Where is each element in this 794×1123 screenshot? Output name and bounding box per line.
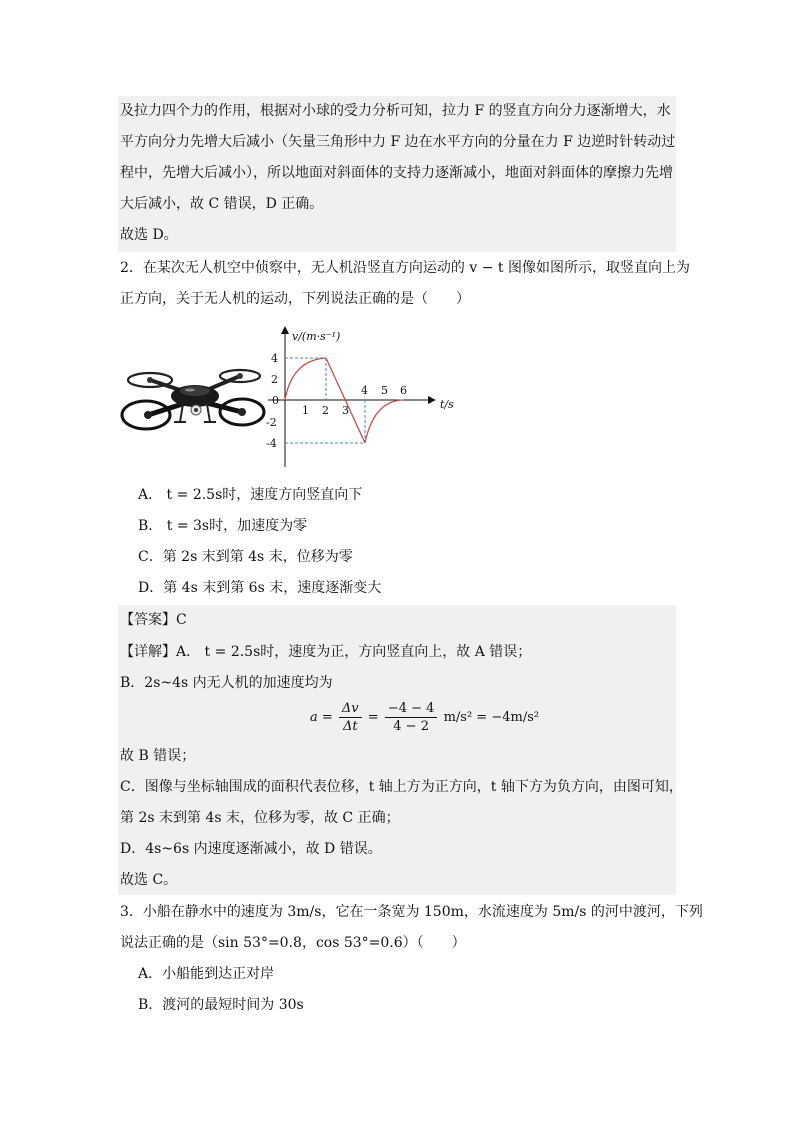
q2-option-a: A． t = 2.5s时，速度方向竖直向下 [138, 487, 363, 503]
formula-frac-2 [385, 700, 438, 735]
formula-frac-1-num: Δv [339, 700, 362, 718]
x-tick-5: 5 [381, 384, 388, 397]
formula-frac-1-den: Δt [342, 719, 358, 734]
formula-lhs: a = [310, 710, 333, 725]
q2-option-b: B． t = 3s时，加速度为零 [138, 518, 308, 534]
x-tick-2: 2 [322, 404, 329, 417]
y-tick-neg4: -4 [266, 437, 277, 450]
y-axis-label: v/(m·s⁻¹) [292, 330, 341, 343]
prev-answer-line-4: 大后减小，故 C 错误，D 正确。 [120, 196, 324, 212]
q3-stem-line-2: 说法正确的是（sin 53°=0.8，cos 53°=0.6）（ ） [120, 935, 466, 951]
origin-label: 0 [272, 394, 279, 407]
velocity-curve-rise [285, 358, 326, 400]
q2-stem-line-1: 2．在某次无人机空中侦察中，无人机沿竖直方向运动的 v − t 图像如图所示，取竖直向上为 [120, 260, 690, 276]
x-axis-label: t/s [440, 398, 454, 411]
q2-analysis-line-c1: C．图像与坐标轴围成的面积代表位移，t 轴上方为正方向，t 轴下方为负方向，由图可知， [120, 779, 683, 795]
prev-answer-line-1: 及拉力四个力的作用，根据对小球的受力分析可知，拉力 F 的竖直方向分力逐渐增大，水 [120, 103, 671, 119]
q3-option-a: A．小船能到达正对岸 [138, 966, 275, 982]
prev-answer-line-5: 故选 D。 [120, 227, 178, 243]
q3-option-b: B．渡河的最短时间为 30s [138, 997, 304, 1013]
formula-rhs: m/s² = −4m/s² [443, 710, 540, 725]
formula-eq: = [367, 710, 379, 725]
formula-frac-2-den: 4 − 2 [393, 719, 429, 734]
formula-frac-2-num: −4 − 4 [385, 700, 438, 718]
acceleration-formula [310, 700, 539, 740]
x-tick-3: 3 [342, 404, 349, 417]
q2-analysis-line-b-end: 故 B 错误； [120, 748, 196, 764]
q2-analysis-conclusion: 故选 C。 [120, 872, 178, 888]
prev-answer-line-3: 程中，先增大后减小），所以地面对斜面体的支持力逐渐减小，地面对斜面体的摩擦力先增 [120, 165, 673, 181]
q2-answer: 【答案】C [120, 612, 187, 628]
q2-analysis-line-c2: 第 2s 末到第 4s 末，位移为零，故 C 正确； [120, 810, 400, 826]
q2-option-d: D．第 4s 末到第 6s 末，速度逐渐变大 [138, 580, 382, 596]
velocity-curve-recover [365, 400, 404, 443]
q2-analysis-line-d: D．4s~6s 内速度逐渐减小，故 D 错误。 [120, 841, 382, 857]
x-tick-4: 4 [361, 384, 368, 397]
q2-analysis-line-a: 【详解】A． t = 2.5s时，速度为正，方向竖直向上，故 A 错误； [120, 644, 532, 660]
x-tick-6: 6 [400, 384, 407, 397]
y-tick-4: 4 [271, 352, 278, 365]
vt-graph [262, 322, 462, 472]
q3-stem-line-1: 3．小船在静水中的速度为 3m/s，它在一条宽为 150m，水流速度为 5m/s 的河中渡河，下列 [120, 904, 703, 920]
prev-answer-line-2: 平方向分力先增大后减小（矢量三角形中力 F 边在水平方向的分量在力 F 边逆时针转动过 [120, 134, 676, 150]
q2-stem-line-2: 正方向，关于无人机的运动，下列说法正确的是（ ） [120, 291, 470, 307]
formula-frac-1 [339, 700, 362, 735]
drone-image [120, 360, 270, 452]
y-tick-neg2: -2 [266, 416, 277, 429]
q2-analysis-line-b: B．2s~4s 内无人机的加速度均为 [120, 675, 333, 691]
x-tick-1: 1 [302, 404, 309, 417]
y-tick-2: 2 [271, 373, 278, 386]
q2-option-c: C．第 2s 末到第 4s 末，位移为零 [138, 549, 353, 565]
